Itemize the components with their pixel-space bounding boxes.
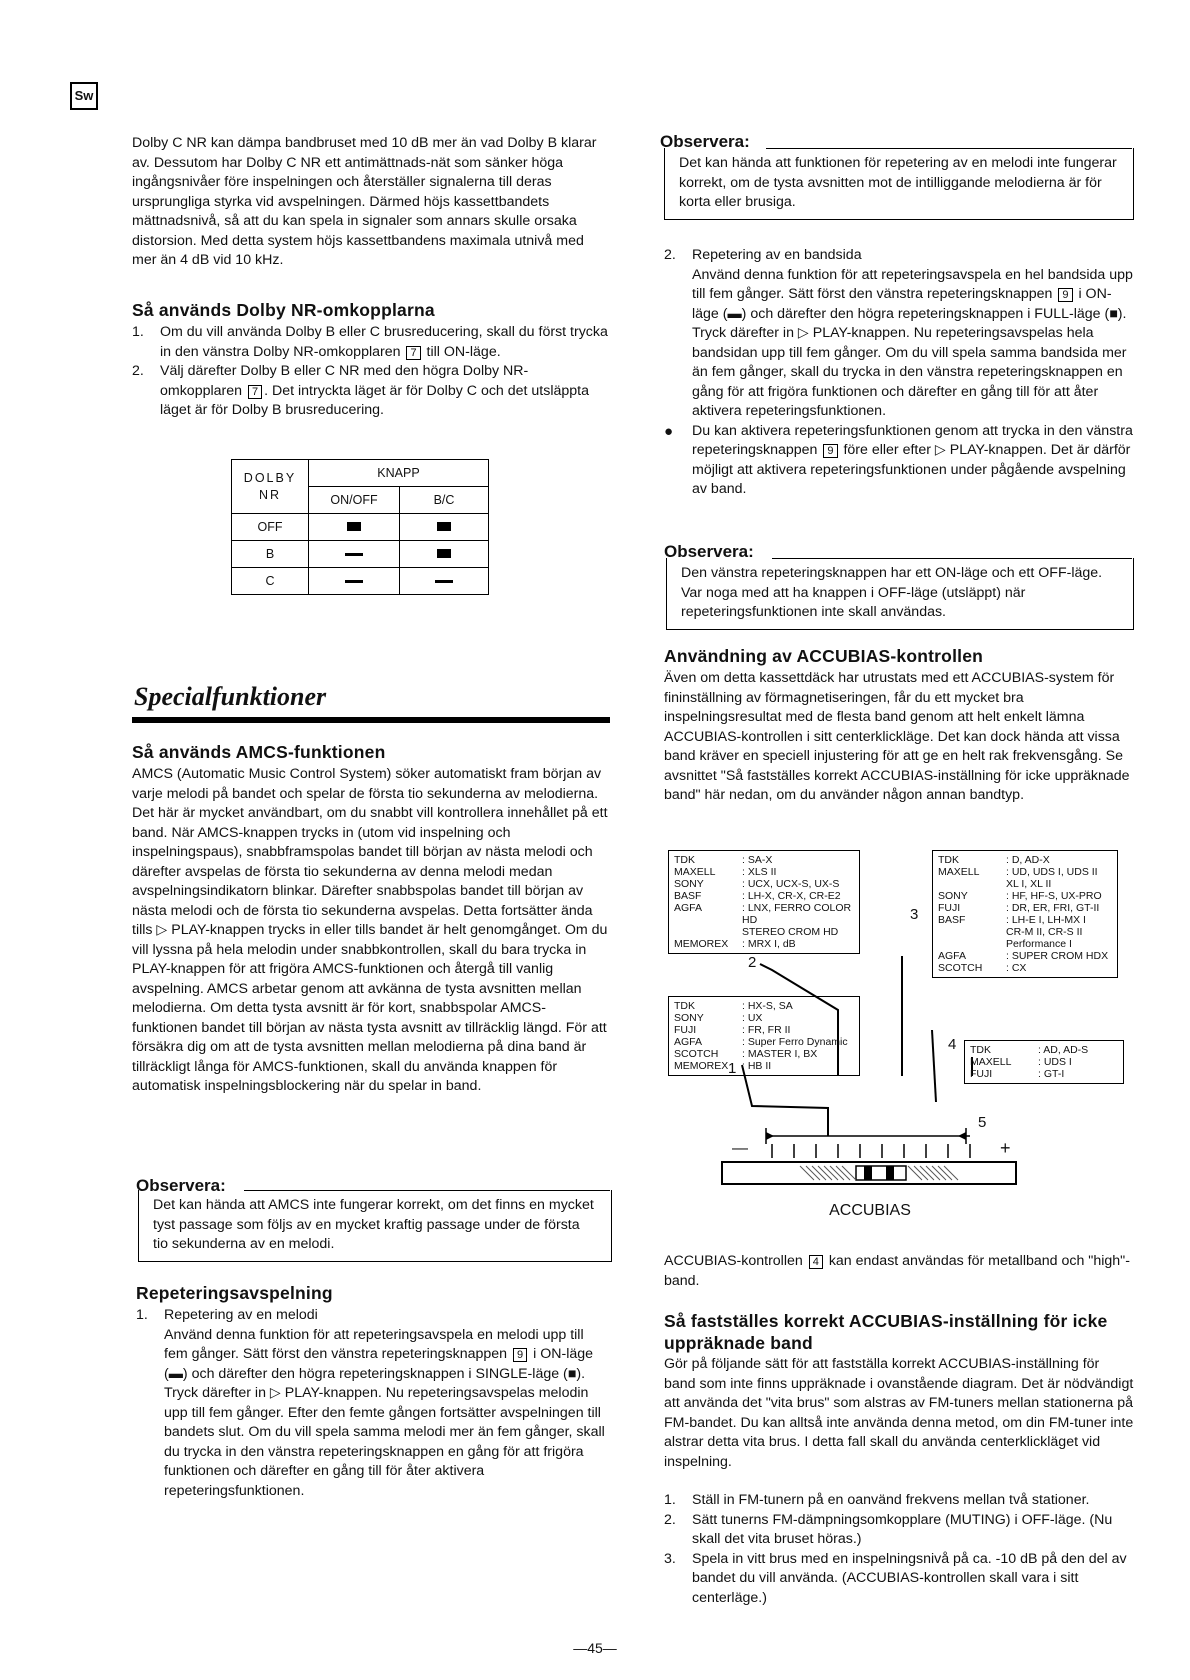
observe-box: Det kan hända att funktionen för repetering av en melodi inte fungerar korrekt, om de tysta avsnitten mot de intilliggande melodierna är för korta eller brusiga.	[664, 148, 1134, 220]
dolby-nr-header: DOLBY NR	[232, 460, 309, 514]
accubias-note: ACCUBIAS-kontrollen 4 kan endast användas för metallband och "high"-band.	[664, 1253, 1130, 1289]
list-item: STEREO CROM HD	[742, 926, 839, 938]
list-item: MAXELL : UD, UDS I, UDS II	[938, 866, 1098, 878]
minus-label: —	[732, 1140, 748, 1157]
plus-label: +	[1000, 1138, 1011, 1158]
repeat-heading: Repeteringsavspelning	[136, 1283, 333, 1303]
tape-list-4	[964, 1040, 1124, 1084]
list-item: TDK : AD, AD-S	[970, 1044, 1089, 1056]
list-item: MAXELL : UDS I	[970, 1056, 1072, 1068]
step-1: 1. Ställ in FM-tunern på en oanvänd frekvens mellan två stationer.	[664, 1492, 1090, 1508]
language-badge: Sw	[70, 82, 98, 110]
pressed-indicator	[347, 522, 361, 531]
list-item: MEMOREX : HB II	[674, 1060, 772, 1072]
onoff-header: ON/OFF	[309, 487, 400, 514]
released-indicator	[435, 580, 453, 583]
key-9: 9	[1058, 288, 1072, 302]
key-4: 4	[809, 1255, 823, 1269]
accubias-setting-heading: Så fastställes korrekt ACCUBIAS-inställning för icke uppräknade band	[664, 1311, 1108, 1353]
list-item: TDK : D, AD-X	[938, 854, 1050, 866]
list-item: TDK : HX-S, SA	[674, 1000, 793, 1012]
dolby-heading: Så används Dolby NR-omkopplarna	[132, 300, 435, 320]
released-indicator	[345, 553, 363, 556]
table-row: B	[232, 541, 489, 568]
marker-2: 2	[748, 954, 757, 971]
list-item: FUJI : FR, FR II	[674, 1024, 791, 1036]
list-item: MEMOREX : MRX I, dB	[674, 938, 796, 950]
marker-4: 4	[948, 1036, 957, 1053]
dolby-step-2: 2. Välj därefter Dolby B eller C NR med den högra Dolby NR-omkopplaren 7 . Det intryckta läget är för Dolby C och det utsläppta läget är för Dolby B brusreducering.	[132, 363, 590, 418]
section-rule	[132, 717, 610, 723]
list-item: SONY : UX	[674, 1012, 763, 1024]
list-item: Performance I	[1006, 938, 1072, 950]
marker-1: 1	[728, 1060, 737, 1077]
knapp-header: KNAPP	[309, 460, 489, 487]
list-item: CR-M II, CR-S II	[1006, 926, 1083, 938]
accubias-label: ACCUBIAS	[829, 1202, 911, 1219]
section-title: Specialfunktioner	[134, 682, 327, 711]
dolby-step-1: 1. Om du vill använda Dolby B eller C brusreducering, skall du först trycka in den vänstra Dolby NR-omkopplaren 7 till ON-läge.	[132, 324, 608, 360]
accubias-heading: Användning av ACCUBIAS-kontrollen	[664, 646, 984, 666]
repeat-item-1: 1. Repetering av en melodi Använd denna funktion för att repeteringsavspela en melodi upp till fem gånger. Sätt först den vänstra repeteringsknappen 9 i ON-läge (▬) och därefter den högra repeteringsknappen i SINGLE-läge (■). Tryck därefter in ▷ PLAY-knappen. Nu repeteringsavspelas melodin upp till fem gånger. Efter den femte gången fortsätter avspelningen till bandets slut. Om du vill spela samma melodi mer än fem gånger, skall du trycka in den vänstra repeteringsknappen en gång för att frigöra funktionen och därefter en gång till för åter aktivera repeteringsfunktionen.	[136, 1307, 605, 1499]
list-item: XL I, XL II	[1006, 878, 1052, 890]
repeat-list	[136, 1306, 610, 1501]
observe-title: Observera:	[660, 132, 750, 151]
released-indicator	[345, 580, 363, 583]
accubias-diagram	[660, 840, 1130, 1230]
dolby-intro-text: Dolby C NR kan dämpa bandbruset med 10 dB mer än vad Dolby B klarar av. Dessutom har Dolby C NR ett antimättnads-nät som sänker höga ingångsnivåer före inspelningen och återställer signalerna till deras ursprungliga styrka vid avspelningen. Därmed höjs kassettbandets mättnadsnivå, så att du kan spela in signaler som annars skulle orsaka distorsion. Med detta system höjs kassettbandens maximala utnivå med mer än 4 dB vid 10 kHz.	[132, 135, 597, 268]
list-item: AGFA : Super Ferro Dynamic	[674, 1036, 848, 1048]
pressed-indicator	[437, 549, 451, 558]
table-row: C	[232, 568, 489, 595]
observe-box: Den vänstra repeteringsknappen har ett ON-läge och ett OFF-läge. Var noga med att ha knappen i OFF-läge (utsläppt) när repeteringsfunktionen inte skall användas.	[666, 558, 1134, 630]
repeat-side-list	[664, 246, 1134, 500]
table-row: OFF	[232, 514, 489, 541]
list-item: SONY : HF, HF-S, UX-PRO	[938, 890, 1102, 902]
accubias-setting-text: Gör på följande sätt för att fastställa korrekt ACCUBIAS-inställning för band som inte finns uppräknade i ovanstående diagram. Det är nödvändigt att använda det "vita brus" som alstras av FM-tuners mellan stationerna på FM-bandet. Du kan alltså inte använda denna metod, om din FM-tuner inte alstrar detta vita brus. I detta fall skall du använda centerklickläget vid inspelning.	[664, 1356, 1134, 1470]
list-item: BASF : LH-E I, LH-MX I	[938, 914, 1086, 926]
list-item: TDK : SA-X	[674, 854, 773, 866]
observe-box: Det kan hända att AMCS inte fungerar korrekt, om det finns en mycket tyst passage som följs av en mycket kraftig passage under de första tio sekunderna av en melodi.	[138, 1190, 612, 1262]
marker-3: 3	[910, 906, 919, 923]
key-9: 9	[823, 444, 837, 458]
observe-title: Observera:	[664, 542, 754, 561]
list-item: AGFA : SUPER CROM HDX	[938, 950, 1109, 962]
bullet-item: ● Du kan aktivera repeteringsfunktionen genom att trycka in den vänstra repeteringsknappen 9 före eller efter ▷ PLAY-knappen. Det är därför möjligt att aktivera repeteringsfunktionen under pågående avspelning av band.	[664, 422, 1133, 497]
list-item: SCOTCH : MASTER I, BX	[674, 1048, 818, 1060]
list-item: AGFA : LNX, FERRO COLOR HD	[674, 902, 852, 926]
tape-list-1	[668, 996, 860, 1076]
list-item: SONY : UCX, UCX-S, UX-S	[674, 878, 840, 890]
step-3: 3. Spela in vitt brus med en inspelningsnivå på ca. -10 dB på den del av bandet du vill använda. (ACCUBIAS-kontrollen skall vara i sitt centerläge.)	[664, 1550, 1127, 1606]
list-item: MAXELL : XLS II	[674, 866, 777, 878]
accubias-text: Även om detta kassettdäck har utrustats med ett ACCUBIAS-system för fininställning av förmagnetiseringen, får du ett mycket bra inspelningsresultat med de flesta band genom att helt enkelt lämna ACCUBIAS-kontrollen i sitt centerklickläge. Det kan dock hända att vissa band kräver en speciell injustering för att ge en helt rak frekvensgång. Se avsnittet "Så fastställes korrekt ACCUBIAS-inställning för icke uppräknade band" här nedan, om du använder någon annan bandtyp.	[664, 670, 1130, 803]
pressed-indicator	[437, 522, 451, 531]
marker-5: 5	[978, 1114, 987, 1131]
bc-header: B/C	[400, 487, 489, 514]
dolby-switch-table	[231, 459, 489, 595]
key-7: 7	[248, 385, 262, 399]
step-2: 2. Sätt tunerns FM-dämpningsomkopplare (MUTING) i OFF-läge. (Nu skall det vita bruset höras.)	[664, 1511, 1113, 1547]
accubias-steps	[664, 1491, 1134, 1608]
key-9: 9	[513, 1348, 527, 1362]
list-item: SCOTCH : CX	[938, 962, 1027, 974]
tape-list-2	[668, 850, 860, 954]
observe-title: Observera:	[136, 1176, 226, 1195]
amcs-text: AMCS (Automatic Music Control System) söker automatiskt fram början av varje melodi på bandet och spelar de första tio sekunderna av melodierna. Det här är mycket användbart, om du snabbt vill kontrollera innehållet på ett band. När AMCS-knappen trycks in (utom vid inspelning och inspelningspaus), snabbframspolas bandet till början av nästa melodi och därefter avspelas de första tio sekunderna av denna melodi medan avspelningsindikatorn blinkar. Därefter snabbspolas bandet till början av nästa melodi och de första tio sekunderna avspelas. Detta fortsätter ända tills ▷ PLAY-knappen trycks in eller tills bandet är helt genomgånget. Om du vill lyssna på hela melodin under snabbkontrollen, skall du bara trycka in PLAY-knappen för att frigöra AMCS-funktionen och återgå till vanlig avspelning. AMCS arbetar genom att avkänna de tysta avsnitten mellan melodierna. Om detta tysta avsnitt är för kort, snabbspolar AMCS-funktionen bandet till början av nästa tysta avsnitt av tillräcklig längd. För att försäkra dig om att de tysta avsnitten mellan melodierna på dina band är tillräckligt långa för AMCS-funktionen, skall du använda knappen för automatisk inspelningsblockering när du spelar in band.	[132, 766, 608, 1094]
list-item: BASF : LH-X, CR-X, CR-E2	[674, 890, 841, 902]
list-item: FUJI : DR, ER, FRI, GT-II	[938, 902, 1100, 914]
amcs-heading: Så används AMCS-funktionen	[132, 742, 386, 762]
list-item: FUJI : GT-I	[970, 1068, 1065, 1080]
tape-list-3	[932, 850, 1118, 978]
dolby-steps	[132, 323, 610, 421]
repeat-item-2: 2. Repetering av en bandsida Använd denna funktion för att repeteringsavspela en hel bandsida upp till fem gånger. Sätt först den vänstra repeteringsknappen 9 i ON-läge (▬) och därefter den högra repeteringsknappen i FULL-läge (■). Tryck därefter in ▷ PLAY-knappen. Nu repeteringsavspelas hela bandsidan upp till fem gånger. Om du vill spela samma bandsida mer än fem gånger, skall du trycka in den vänstra repeteringsknappen en gång för att frigöra funktionen och därefter en gång till för att åter aktivera repeteringsfunktionen.	[664, 247, 1133, 419]
page-number: —45—	[573, 1640, 617, 1656]
key-7: 7	[406, 346, 420, 360]
